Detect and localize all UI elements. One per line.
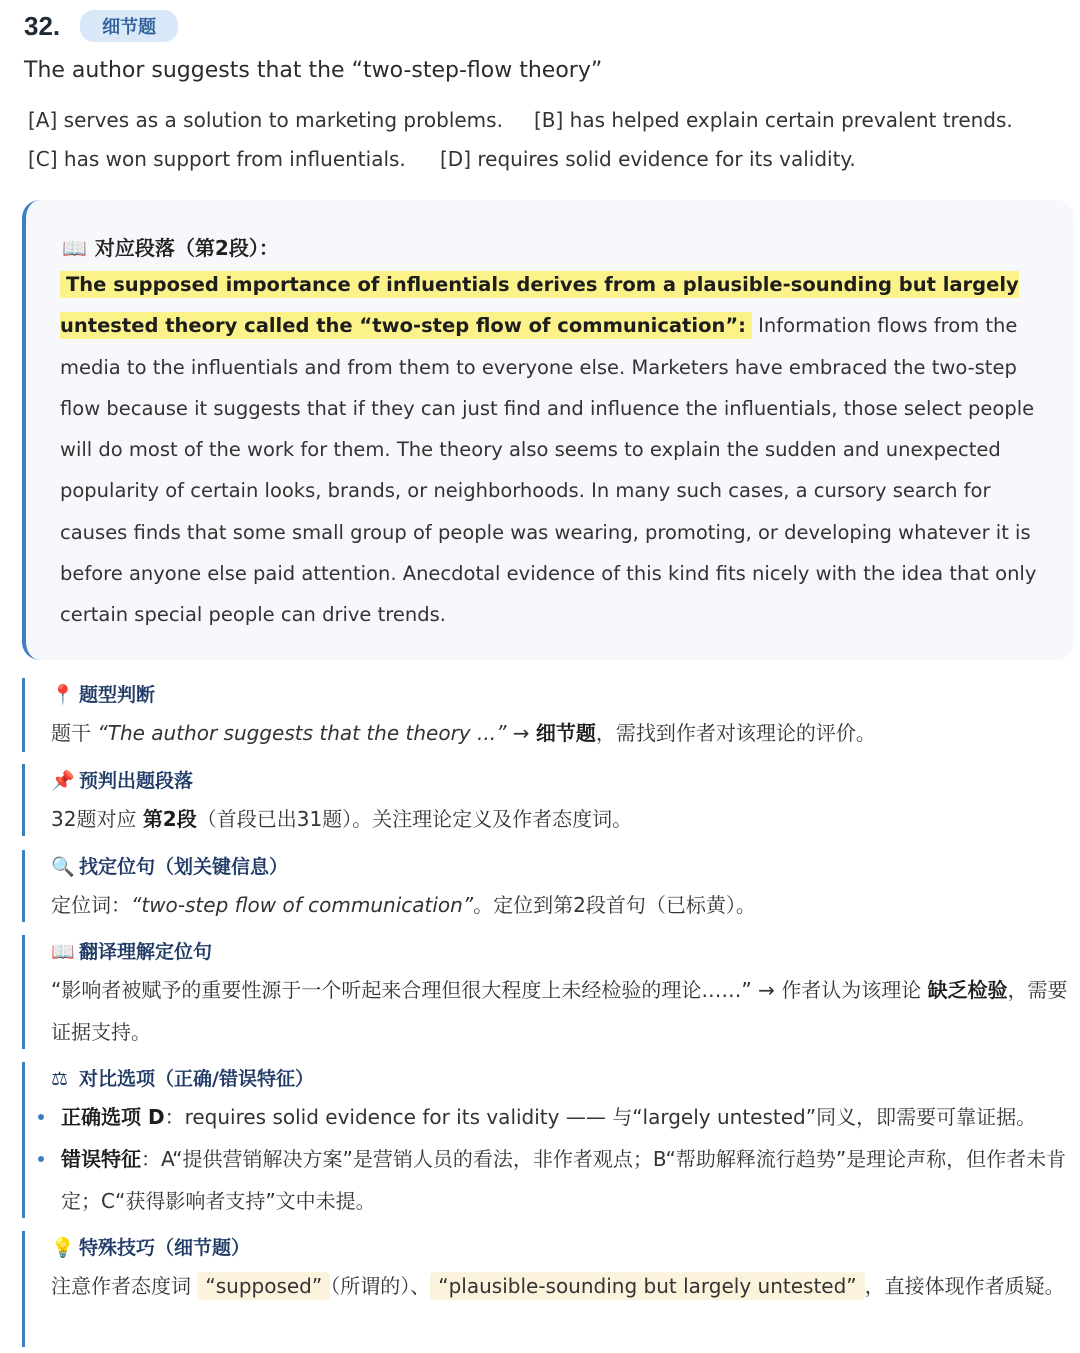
question-stem: The author suggests that the “two-step-flow theory”	[24, 58, 603, 83]
section-body: 题干 “The author suggests that the theory ...” → 细节题，需找到作者对该理论的评价。	[51, 721, 876, 745]
option-b: [B] has helped explain certain prevalent trends.	[534, 108, 1013, 132]
open-book-icon: 📖	[51, 941, 75, 963]
option-c: [C] has won support from influentials.	[28, 147, 406, 171]
pushpin-icon: 📌	[51, 770, 75, 792]
lightbulb-icon: 💡	[51, 1237, 75, 1259]
passage-text	[60, 264, 1060, 636]
question-header	[24, 10, 178, 42]
keyword-chip: “plausible-sounding but largely untested”	[430, 1272, 864, 1300]
section-title: 🔍 找定位句（划关键信息）	[51, 850, 1072, 884]
pushpin-round-icon: 📍	[51, 684, 75, 706]
question-number: 32.	[24, 10, 61, 41]
section-title: 📍 题型判断	[51, 678, 1072, 712]
correct-option-bullet: 正确选项 D：requires solid evidence for its validity —— 与“largely untested”同义，即需要可靠证据。	[51, 1096, 1072, 1138]
section-body: 注意作者态度词 “supposed” （所谓的）、 “plausible-sounding but largely untested” ，直接体现作者质疑。	[51, 1274, 1065, 1298]
section-question-type	[22, 678, 1072, 752]
section-special-tip	[22, 1231, 1072, 1347]
magnifier-icon: 🔍	[51, 856, 75, 878]
keyword-chip: “supposed”	[197, 1272, 330, 1300]
section-compare-options	[22, 1062, 1072, 1218]
section-title: 📖 翻译理解定位句	[51, 935, 1072, 969]
open-book-icon: 📖	[62, 236, 87, 260]
section-paragraph-prediction	[22, 764, 1072, 836]
section-translation	[22, 935, 1072, 1049]
option-a: [A] serves as a solution to marketing problems.	[28, 108, 503, 132]
passage-card	[22, 200, 1074, 660]
highlighted-sentence: The supposed importance of influentials derives from a plausible-sounding but largely untested theory called the “two-step flow of communication”:	[60, 273, 1019, 338]
section-body: 32题对应 第2段（首段已出31题）。关注理论定义及作者态度词。	[51, 807, 633, 831]
wrong-features-bullet: 错误特征：A“提供营销解决方案”是营销人员的看法，非作者观点；B“帮助解释流行趋势”是理论声称，但作者未肯定；C“获得影响者支持”文中未提。	[51, 1138, 1072, 1222]
section-body	[51, 1096, 1072, 1222]
option-d: [D] requires solid evidence for its validity.	[440, 147, 856, 171]
passage-title: 📖 对应段落（第2段）：	[62, 236, 279, 260]
section-title: ⚖ 对比选项（正确/错误特征）	[51, 1062, 1072, 1096]
balance-scale-icon: ⚖	[51, 1068, 69, 1090]
question-type-tag: 细节题	[80, 10, 178, 42]
section-title: 📌 预判出题段落	[51, 764, 1072, 798]
section-body: 定位词：“two-step flow of communication”。定位到第2段首句（已标黄）。	[51, 893, 756, 917]
section-title: 💡 特殊技巧（细节题）	[51, 1231, 1072, 1265]
section-locate-sentence	[22, 850, 1072, 922]
passage-rest: Information flows from the media to the influentials and from them to everyone else. Marketers have embraced the two-step flow because it suggests that if they can just find and influence the influentials, those select people will do most of the work for them. The theory also seems to explain the sudden and unexpected popularity of certain looks, brands, or neighborhoods. In many such cases, a cursory search for causes finds that some small group of people was wearing, promoting, or developing whatever it is before anyone else paid attention. Anecdotal evidence of this kind fits nicely with the idea that only certain special people can drive trends.	[60, 314, 1037, 627]
section-body: “影响者被赋予的重要性源于一个听起来合理但很大程度上未经检验的理论……” → 作者认为该理论 缺乏检验，需要证据支持。	[51, 978, 1068, 1044]
